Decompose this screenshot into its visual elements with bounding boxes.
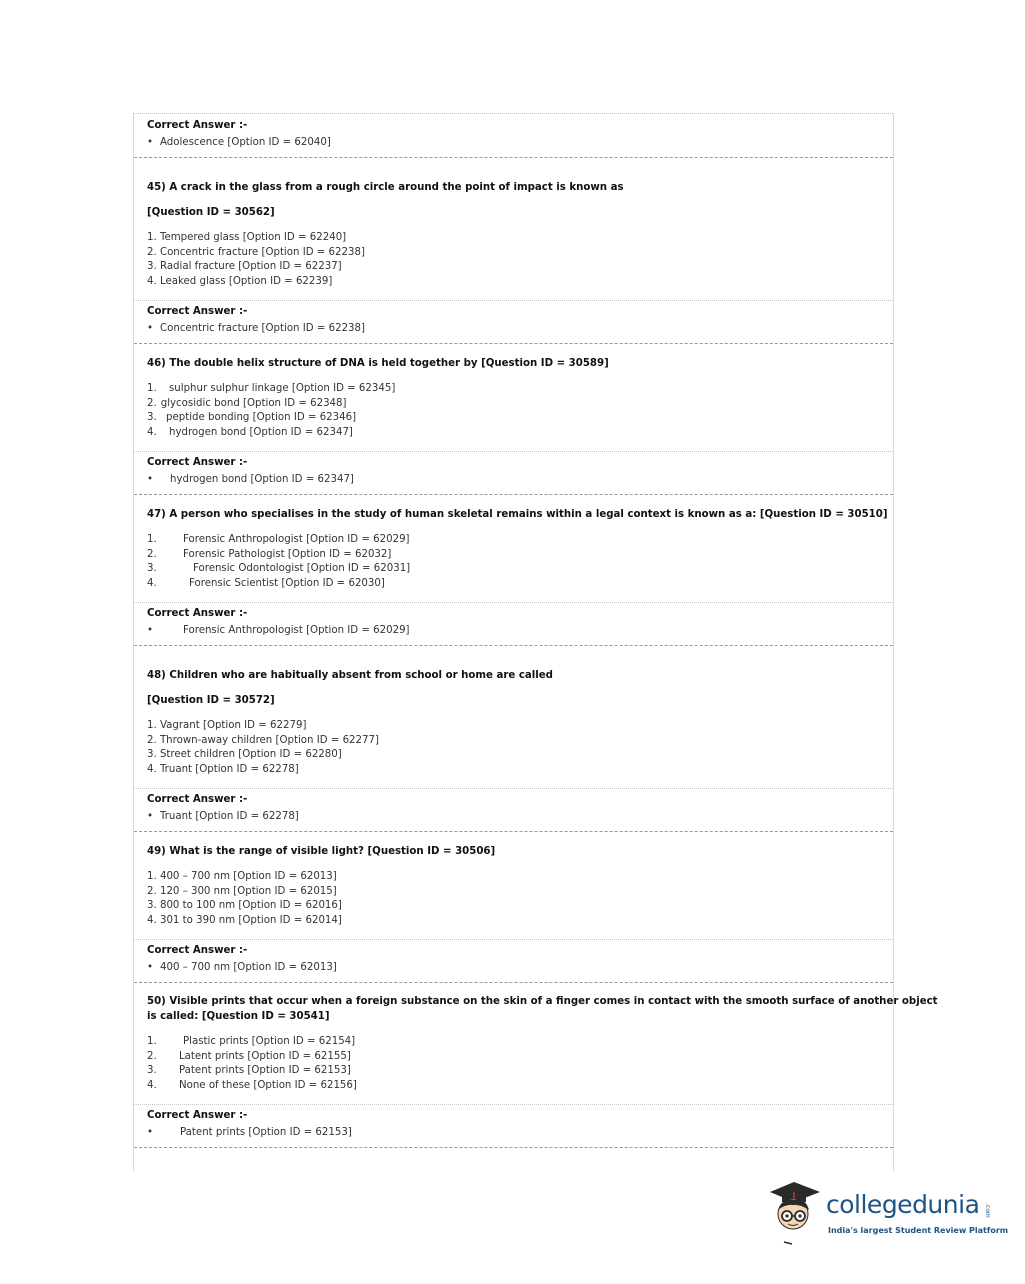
- option-item: 1. 400 – 700 nm [Option ID = 62013]: [147, 871, 337, 882]
- correct-answer-label: Correct Answer :-: [147, 608, 248, 619]
- option-item: 2. Forensic Pathologist [Option ID = 62032]: [147, 549, 392, 560]
- correct-answer-label: Correct Answer :-: [147, 945, 248, 956]
- bullet: •: [147, 137, 154, 148]
- logo-suffix: .com: [984, 1203, 991, 1218]
- question-separator: [134, 645, 893, 646]
- option-item: 4. Leaked glass [Option ID = 62239]: [147, 276, 333, 287]
- bullet: •: [147, 323, 154, 334]
- correct-answer-label: Correct Answer :-: [147, 1110, 248, 1121]
- question-separator: [134, 343, 893, 344]
- question-paper-frame: [133, 113, 938, 1171]
- correct-answer: • Forensic Anthropologist [Option ID = 62029]: [147, 624, 410, 639]
- option-item: 3. Patent prints [Option ID = 62153]: [147, 1065, 351, 1076]
- question-separator: [134, 157, 893, 158]
- divider: [134, 300, 893, 301]
- question-separator: [134, 831, 893, 832]
- correct-answer: • 400 – 700 nm [Option ID = 62013]: [147, 962, 337, 973]
- option-item: 3. Radial fracture [Option ID = 62237]: [147, 261, 342, 272]
- correct-answer: • hydrogen bond [Option ID = 62347]: [147, 473, 354, 488]
- question-text: 45) A crack in the glass from a rough circle around the point of impact is known as: [147, 182, 624, 193]
- question-id: [Question ID = 30572]: [147, 695, 275, 706]
- question-text: 46) The double helix structure of DNA is held together by [Question ID = 30589]: [147, 358, 609, 369]
- option-item: 1. Forensic Anthropologist [Option ID = 62029]: [147, 534, 410, 545]
- option-item: 3. Street children [Option ID = 62280]: [147, 749, 342, 760]
- logo-tagline: India's largest Student Review Platform: [828, 1226, 1009, 1235]
- option-item: 4. Truant [Option ID = 62278]: [147, 764, 299, 775]
- correct-answer-label: Correct Answer :-: [147, 306, 248, 317]
- correct-answer: • Truant [Option ID = 62278]: [147, 811, 299, 822]
- question-id: [Question ID = 30562]: [147, 207, 275, 218]
- option-item: 4. Forensic Scientist [Option ID = 62030]: [147, 578, 385, 589]
- option-item: 3. peptide bonding [Option ID = 62346]: [147, 412, 357, 423]
- correct-answer-label: Correct Answer :-: [147, 794, 248, 805]
- divider: [134, 602, 893, 603]
- divider: [134, 1104, 893, 1105]
- logo-wordmark: collegedunia: [826, 1190, 980, 1219]
- option-item: 2. glycosidic bond [Option ID = 62348]: [147, 398, 347, 409]
- bullet: •: [147, 1127, 154, 1138]
- option-item: 1. Vagrant [Option ID = 62279]: [147, 720, 307, 731]
- question-text: 49) What is the range of visible light? [Question ID = 30506]: [147, 846, 496, 857]
- option-item: 4. 301 to 390 nm [Option ID = 62014]: [147, 915, 342, 926]
- correct-answer-label: Correct Answer :-: [147, 457, 248, 468]
- question-text-line-1: 50) Visible prints that occur when a foreign substance on the skin of a finger comes in contact with the smooth surface of another object: [147, 996, 938, 1007]
- bullet: •: [147, 811, 154, 822]
- question-text: 47) A person who specialises in the study of human skeletal remains within a legal context is known as a: [Question ID = 30510]: [147, 509, 888, 520]
- option-item: 1. Plastic prints [Option ID = 62154]: [147, 1036, 356, 1047]
- question-text-line-2: is called: [Question ID = 30541]: [147, 1011, 330, 1022]
- option-item: 4. hydrogen bond [Option ID = 62347]: [147, 427, 353, 438]
- option-item: 3. 800 to 100 nm [Option ID = 62016]: [147, 900, 342, 911]
- option-item: 2. 120 – 300 nm [Option ID = 62015]: [147, 886, 337, 897]
- divider: [134, 451, 893, 452]
- option-item: 1. sulphur sulphur linkage [Option ID = 62345]: [147, 383, 396, 394]
- correct-answer-label: Correct Answer :-: [147, 120, 248, 131]
- option-item: 2. Latent prints [Option ID = 62155]: [147, 1051, 351, 1062]
- option-item: 3. Forensic Odontologist [Option ID = 62031]: [147, 563, 411, 574]
- question-separator: [134, 982, 893, 983]
- bullet: •: [147, 474, 154, 485]
- bullet: •: [147, 962, 154, 973]
- correct-answer: • Adolescence [Option ID = 62040]: [147, 137, 331, 148]
- option-item: 1. Tempered glass [Option ID = 62240]: [147, 232, 347, 243]
- bullet: •: [147, 625, 154, 636]
- correct-answer: • Concentric fracture [Option ID = 62238]: [147, 323, 365, 334]
- divider: [134, 788, 893, 789]
- option-item: 2. Thrown-away children [Option ID = 62277]: [147, 735, 379, 746]
- option-item: 2. Concentric fracture [Option ID = 62238]: [147, 247, 365, 258]
- divider: [134, 939, 893, 940]
- option-item: 4. None of these [Option ID = 62156]: [147, 1080, 357, 1091]
- question-text: 48) Children who are habitually absent from school or home are called: [147, 670, 553, 681]
- divider: [134, 113, 893, 114]
- question-separator: [134, 494, 893, 495]
- question-separator: [134, 1147, 893, 1148]
- correct-answer: • Patent prints [Option ID = 62153]: [147, 1126, 352, 1141]
